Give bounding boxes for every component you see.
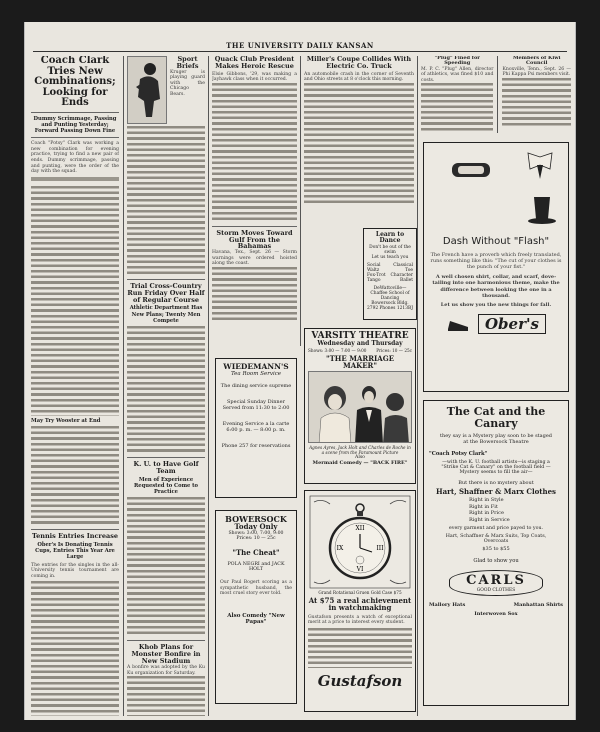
headline-cross-country: Trial Cross-Country Run Friday Over Half of Regular Course bbox=[127, 282, 205, 304]
column-rule bbox=[208, 56, 209, 716]
article-text-lines bbox=[421, 83, 493, 133]
cat-list-item: Right in Style bbox=[469, 497, 504, 504]
cat-title: The Cat and the Canary bbox=[446, 405, 546, 430]
column-2 bbox=[127, 56, 205, 716]
shoe-icon bbox=[446, 315, 470, 333]
headline-kiwi-council: Members of Kiwi Council bbox=[512, 56, 561, 67]
varsity-prices: Prices: 10 — 25c bbox=[376, 347, 412, 353]
wiedemann-subtitle: Tea Room Service bbox=[230, 370, 282, 377]
column-6-top bbox=[421, 56, 571, 146]
article-text-lines bbox=[127, 676, 205, 716]
cat-body: they say is a Mystery play soon to be staged at the Bowersock Theatre bbox=[439, 433, 553, 446]
wiedemann-line: Special Sunday Dinner bbox=[226, 398, 285, 405]
carls-logo: CARLS bbox=[466, 573, 526, 589]
article-text-lines bbox=[31, 581, 119, 716]
subhead-wooster: May Try Wooster at End bbox=[31, 417, 101, 424]
article-text-lines bbox=[304, 83, 414, 203]
bowersock-film: "The Cheat" bbox=[232, 547, 280, 557]
headline-bonfire: Khob Plans for Monster Bonfire in New Stadium bbox=[131, 643, 201, 666]
article-body: M. P. C. "Plug" Allen, director of athletics, was fined $10 and costs. bbox=[421, 66, 494, 83]
bowersock-stars: POLA NEGRI and JACK HOLT bbox=[227, 562, 285, 573]
headline-coach-clark: Coach Clark Tries New Combinations; Looking for Ends bbox=[34, 56, 116, 108]
cat-brand: Hart, Shaffner & Marx Clothes bbox=[436, 487, 556, 497]
wiedemann-line: 6:00 p. m. — 8:00 p. m. bbox=[226, 426, 286, 433]
column-rule bbox=[123, 56, 124, 716]
wiedemann-phone: Phone 257 for reservations bbox=[221, 442, 291, 449]
obers-logo: Ober's bbox=[478, 314, 546, 334]
varsity-times: Shows: 3:00 — 7:00 — 9:00 bbox=[308, 347, 367, 353]
masthead bbox=[33, 40, 567, 52]
svg-text:VI: VI bbox=[356, 566, 364, 573]
headline-golf: K. U. to Have Golf Team bbox=[133, 460, 199, 475]
varsity-days: Wednesday and Thursday bbox=[317, 340, 403, 348]
deck-tennis: Ober's Is Donating Tennis Cups, Entries This Year Are Large bbox=[35, 541, 115, 561]
bowersock-body: Our Paul Bogert scoring as a sympathetic husband, the most cruel story ever told. bbox=[220, 580, 292, 597]
column-rule bbox=[300, 56, 301, 346]
article-body: The entries for the singles in the all-University tennis tournament are coming in. bbox=[31, 562, 119, 579]
cat-canary-ad bbox=[423, 400, 569, 706]
dance-style: Ballet bbox=[399, 277, 413, 283]
column-1 bbox=[31, 56, 119, 716]
paper-title: THE UNIVERSITY DAILY KANSAN bbox=[226, 41, 374, 50]
carls-item: Manhattan Shirts bbox=[513, 602, 563, 609]
svg-text:XII: XII bbox=[355, 525, 365, 532]
football-player-photo bbox=[127, 56, 167, 124]
dance-phones bbox=[367, 306, 413, 311]
dance-title: Learn to Dance bbox=[375, 231, 405, 245]
article-body: A bonfire was adopted by the Ku Ku organization for Saturday. bbox=[127, 664, 205, 676]
headline-sport-briefs: Sport Briefs bbox=[176, 56, 199, 70]
varsity-comedy: Mermaid Comedy — "BACK FIRE" bbox=[312, 460, 408, 467]
headline-miller-coupe: Miller's Coupe Collides With Electric Co. Truck bbox=[306, 56, 412, 70]
wiedemann-line: Evening Service a la carte bbox=[222, 420, 290, 427]
film-still-image bbox=[308, 371, 412, 443]
varsity-also: Also bbox=[355, 455, 365, 461]
dance-style: Fox-Trot bbox=[367, 272, 386, 278]
cat-list-item: Right in Service bbox=[469, 516, 510, 523]
article-text-lines bbox=[212, 267, 297, 323]
article-text-lines bbox=[502, 78, 571, 128]
bowersock-ad bbox=[215, 510, 297, 704]
watch-brand-caption: Grand Rotational Gruen Gold Case $75 bbox=[318, 590, 402, 595]
carls-items bbox=[429, 602, 563, 608]
dance-school: DeWattoville—Chaffee School of Dancing bbox=[370, 285, 410, 301]
cat-list-item: Right in Fit bbox=[469, 503, 498, 510]
headline-tennis: Tennis Entries Increase bbox=[32, 532, 118, 540]
headline-plug-fined: "Plug" Fined for Speeding bbox=[434, 56, 480, 67]
varsity-film: "THE MARRIAGE MAKER" bbox=[325, 353, 395, 371]
varsity-credits: Agnes Ayres, Jack Holt and Charles de Roche in a scene from the Paramount Picture bbox=[309, 445, 411, 456]
varsity-title: VARSITY THEATRE bbox=[311, 331, 409, 341]
article-body: Kruger is playing guard with the Chicago Bears. bbox=[170, 69, 205, 97]
obers-dash-ad bbox=[423, 142, 569, 392]
dance-style: Social bbox=[367, 262, 381, 268]
gustafson-watch-ad bbox=[304, 490, 416, 712]
article-text-lines bbox=[308, 628, 412, 668]
bowersock-times: Shows: 3:00, 7:00, 9:00 bbox=[228, 530, 284, 536]
gustafson-signature: Gustafson bbox=[317, 671, 403, 690]
cat-coach: "Coach Potsy Clark" bbox=[429, 451, 488, 458]
article-body: Coach "Potsy" Clark was working a new combination for evening practice, trying to find a new pair of ends. Dummy scrimmage, passing and punting, were the order of the day with the squad. bbox=[31, 141, 119, 175]
dance-style: Classical bbox=[393, 262, 413, 268]
article-text-lines bbox=[31, 177, 119, 416]
dance-style: Character bbox=[390, 272, 413, 278]
carls-tagline: GOOD CLOTHES bbox=[476, 588, 516, 594]
article-body: An automobile crash in the corner of Seventh and Ohio streets at 8 o'clock this morning. bbox=[304, 71, 414, 83]
dance-ad bbox=[363, 228, 417, 320]
dash-title: Dash Without "Flash" bbox=[442, 236, 550, 247]
cat-prices: $35 to $55 bbox=[482, 546, 510, 553]
dash-body: Let us show you the new things for fall. bbox=[440, 301, 552, 308]
dash-body: The French have a proverb which freely translated, runs something like this: "The cut of your clothes is the punch of your fist." bbox=[430, 251, 562, 270]
headline-storm: Storm Moves Toward Gulf From the Bahamas bbox=[216, 228, 293, 251]
collar-shirt-icon bbox=[528, 153, 552, 179]
bowersock-title: BOWERSOCK bbox=[225, 514, 287, 524]
carls-item: Interwoven Sox bbox=[474, 611, 518, 618]
deck-coach-clark: Dummy Scrimmage, Passing and Punting Yesterday; Forward Passing Down Fine bbox=[33, 115, 117, 134]
wiedemann-line: Served from 11:30 to 2:00 bbox=[222, 404, 290, 411]
wiedemann-title: WIEDEMANN'S bbox=[223, 362, 289, 371]
article-text-lines bbox=[212, 83, 297, 223]
article-text-lines bbox=[127, 126, 205, 276]
dance-style: Tango bbox=[367, 277, 381, 283]
bowersock-subtitle: Today Only bbox=[234, 522, 278, 532]
dance-style: Toe bbox=[405, 267, 413, 273]
article-text-lines bbox=[127, 326, 205, 454]
dance-styles bbox=[367, 263, 413, 283]
watch-body: Gustafson presents a watch of exceptional merit at a price to interest every student. bbox=[308, 614, 412, 626]
tie-clip-icon bbox=[452, 163, 490, 177]
article-body: Knoxville, Tenn., Sept. 26 — Phi Kappa Psi members visit. bbox=[502, 66, 571, 78]
varsity-info bbox=[308, 348, 412, 353]
cat-coach-body: —with the K. U. football artists—is staging a "Strike Cat & Canary" on the football field — Mystery seems to fill the air— bbox=[441, 460, 551, 476]
article-text-lines bbox=[31, 426, 119, 526]
cat-sign: Hart, Schaffner & Marx Suits, Top Coats, Overcoats bbox=[445, 534, 547, 545]
svg-text:IX: IX bbox=[336, 545, 344, 552]
deck-golf: Men of Experience Requested to Come to Practice bbox=[133, 476, 199, 496]
dance-subtitle: Don't be out of the swim bbox=[369, 244, 411, 255]
article-text-lines bbox=[127, 497, 205, 637]
cat-but: But there is no mystery about bbox=[458, 480, 534, 487]
hat-icon bbox=[528, 197, 556, 224]
column-rule bbox=[417, 56, 418, 716]
bowersock-prices: Prices: 10 — 25c bbox=[236, 535, 276, 541]
pocket-watch-illustration bbox=[308, 494, 412, 590]
cat-every: every garment and price payed to you. bbox=[448, 526, 544, 532]
wiedemann-ad bbox=[215, 358, 297, 498]
dance-style: Waltz bbox=[367, 267, 380, 273]
dash-body: A well chosen shirt, collar, and scarf, dove-tailing into one harmonious theme, make the difference between looking the one in a thousand. bbox=[432, 274, 560, 299]
newspaper-page bbox=[24, 22, 576, 720]
article-body: Elsie Gibbons, '29, was making a Jayhawk class when it occurred. bbox=[212, 71, 297, 83]
carls-item: Mallory Hats bbox=[429, 602, 466, 609]
bowersock-footer: Also Comedy "New Papas" bbox=[227, 612, 285, 625]
cat-list bbox=[469, 497, 563, 523]
article-body: Havana, Tex., Sept. 26 — Storm warnings were ordered hoisted along the coast. bbox=[212, 250, 297, 267]
watch-headline: At $75 a real achievement in watchmaking bbox=[308, 596, 412, 613]
clothing-illustrations bbox=[428, 147, 564, 237]
dance-phone: Phones 1213BJ bbox=[379, 305, 413, 311]
headline-quack-club: Quack Club President Makes Heroic Rescue bbox=[214, 56, 295, 70]
cat-list-item: Right in Price bbox=[469, 510, 504, 517]
dance-phone: 2792 bbox=[367, 305, 379, 311]
cat-glad: Glad to show you bbox=[473, 558, 519, 565]
svg-text:III: III bbox=[376, 545, 384, 552]
dance-address: Bowersock Bldg. bbox=[371, 300, 409, 306]
varsity-theatre-ad bbox=[304, 328, 416, 484]
dance-subtitle: Let us teach you bbox=[371, 254, 409, 260]
deck-cross-country: Athletic Department Has New Plans; Twenty Men Compete bbox=[129, 305, 203, 324]
wiedemann-line: The dining service supreme bbox=[220, 382, 292, 389]
